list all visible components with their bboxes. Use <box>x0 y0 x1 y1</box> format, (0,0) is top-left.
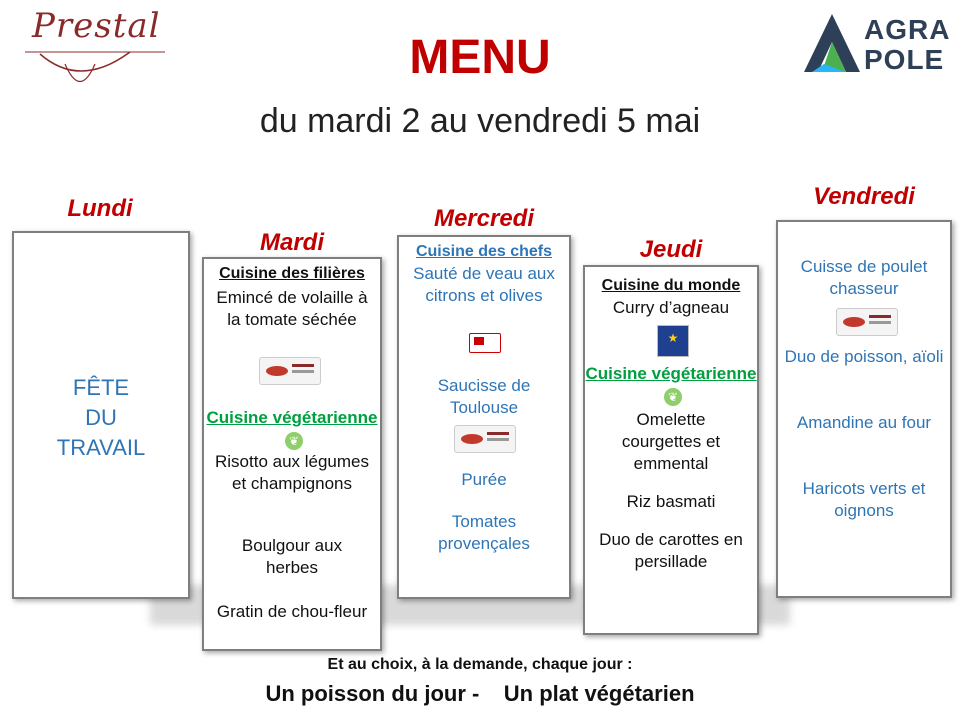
vege-label-text: Cuisine végétarienne <box>585 364 757 383</box>
jeudi-item-3: Omelette courgettes et emmental <box>621 410 721 473</box>
mardi-item-5: Gratin de chou-fleur <box>216 602 368 621</box>
vendredi-item-1: Cuisse de poulet chasseur <box>800 257 928 298</box>
mardi-header: Cuisine des filières <box>219 265 365 282</box>
leaf-icon: ❦ <box>285 432 303 450</box>
lundi-line1: FÊTE <box>72 375 130 400</box>
origine-ue-icon <box>657 325 689 362</box>
day-jeudi: Jeudi <box>639 236 703 263</box>
card-mardi <box>202 257 382 651</box>
card-mercredi <box>397 235 571 599</box>
day-lundi: Lundi <box>67 195 133 222</box>
prestal-logo-text: Prestal <box>32 6 161 46</box>
gauthey-logo <box>259 357 321 390</box>
vendredi-item-4: Haricots verts et oignons <box>802 479 926 520</box>
leaf-icon: ❦ <box>664 388 682 406</box>
footer-line2: Un poisson du jour - Un plat végétarien <box>265 681 695 706</box>
card-jeudi <box>583 265 759 635</box>
mercredi-header: Cuisine des chefs <box>415 243 553 260</box>
vendredi-item-2: Duo de poisson, aïoli <box>784 347 944 366</box>
lundi-line3: TRAVAIL <box>56 435 146 460</box>
day-mercredi: Mercredi <box>433 205 535 232</box>
jeudi-header: Cuisine du monde <box>601 277 741 294</box>
mercredi-item-2: Saucisse de Toulouse <box>437 376 531 417</box>
eyfler-logo <box>469 333 501 358</box>
day-mardi: Mardi <box>259 229 324 256</box>
menu-subtitle: du mardi 2 au vendredi 5 mai <box>259 102 701 140</box>
card-lundi <box>12 231 190 599</box>
mercredi-item-3: Purée <box>461 470 507 489</box>
lundi-line2: DU <box>85 405 117 430</box>
footer-line1: Et au choix, à la demande, chaque jour : <box>327 656 633 673</box>
mercredi-item-1: Sauté de veau aux citrons et olives <box>413 264 555 305</box>
mardi-vege-label <box>204 407 380 451</box>
mardi-item-4: Boulgour aux herbes <box>241 536 343 577</box>
mardi-item-3: Risotto aux légumes et champignons <box>214 452 370 493</box>
agrapole-text-line1: AGRA <box>864 14 951 45</box>
mardi-item-1: Emincé de volaille à la tomate séchée <box>216 288 368 329</box>
jeudi-vege-label <box>585 363 757 407</box>
jeudi-item-4: Riz basmati <box>626 492 716 511</box>
menu-title: MENU <box>409 31 551 84</box>
jeudi-item-5: Duo de carottes en persillade <box>599 530 743 571</box>
gauthey-logo <box>454 425 516 458</box>
mercredi-item-4: Tomates provençales <box>438 512 530 553</box>
card-vendredi <box>776 220 952 598</box>
jeudi-item-1: Curry d’agneau <box>612 298 730 317</box>
lundi-content <box>14 373 188 463</box>
vege-label-text: Cuisine végétarienne <box>206 408 378 427</box>
agrapole-text-line2: POLE <box>864 44 945 75</box>
gauthey-logo <box>836 308 898 341</box>
vendredi-item-3: Amandine au four <box>796 413 932 432</box>
day-vendredi: Vendredi <box>813 183 915 210</box>
